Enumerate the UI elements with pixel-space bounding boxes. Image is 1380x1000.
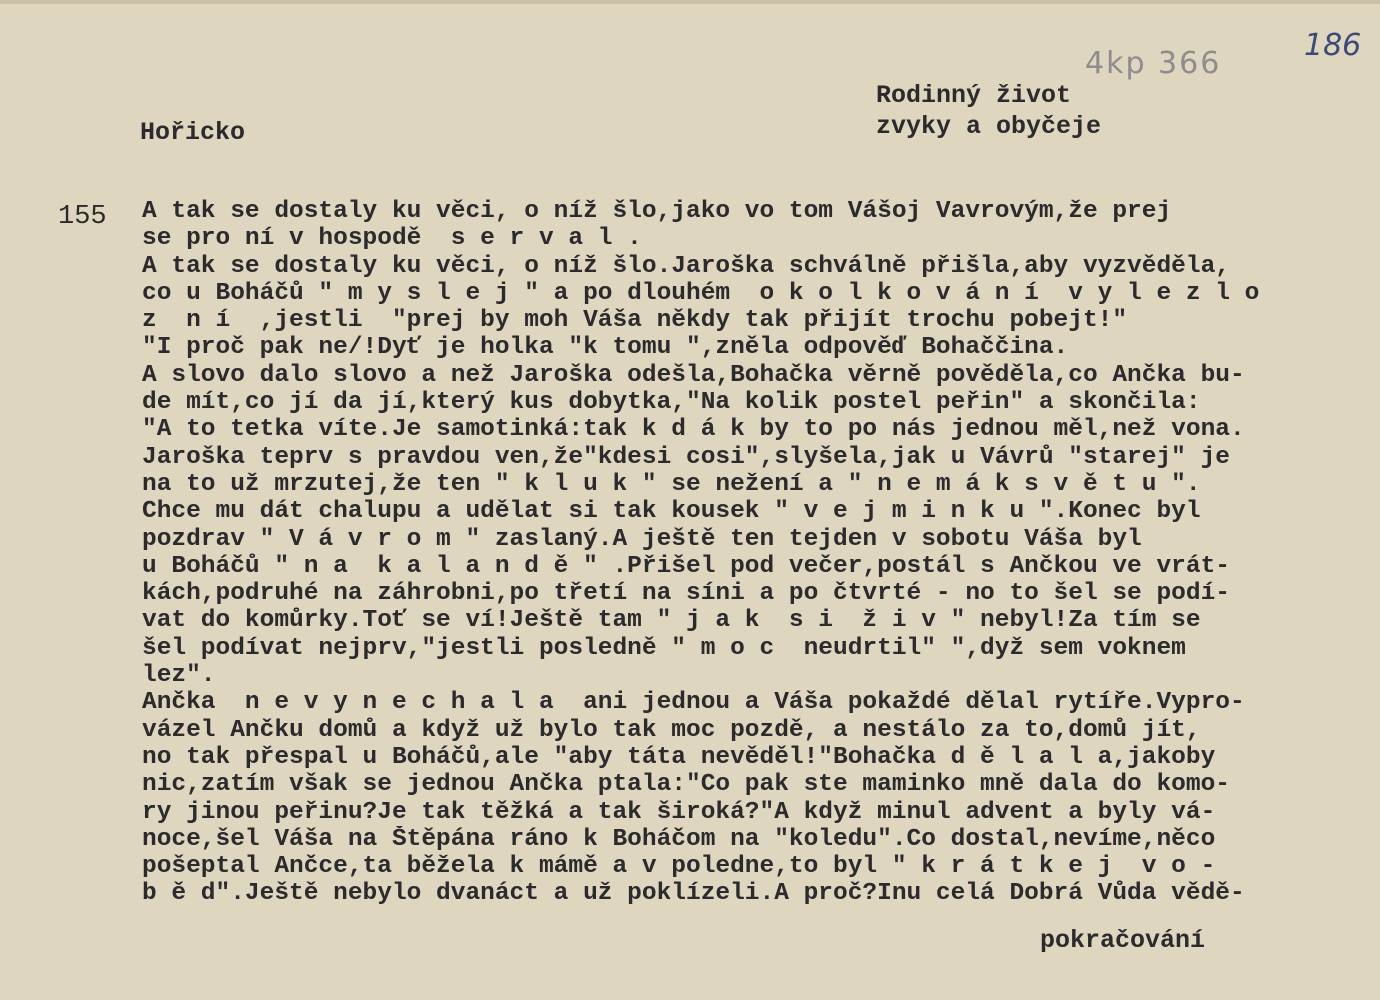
handwritten-page-number: 186 [1304, 28, 1362, 63]
text-line: lez". [142, 662, 216, 690]
topic-line-2: zvyky a obyčeje [876, 112, 1102, 141]
topic-heading [876, 80, 1101, 142]
region-label: Hořicko [140, 118, 246, 147]
text-line: co u Boháčů " m y s l e j " a po dlouhém o k o l k o v á n í v y l e z l o [142, 279, 1260, 307]
text-line: "I proč pak ne/!Dyť je holka "k tomu ",zněla odpověď Bohaččina. [142, 334, 1069, 362]
text-line: pozdrav " V á v r o m " zaslaný.A ještě ten tejden v sobotu Váša byl [142, 525, 1142, 553]
text-line: kách,podruhé na záhrobni,po třetí na síni a po čtvrté - no to šel se podí- [142, 580, 1230, 608]
text-line: "A to tetka víte.Je samotinká:tak k d á k by to po nás jednou měl,než vona. [142, 416, 1245, 444]
text-line: u Boháčů " n a k a l a n d ě " .Přišel pod večer,postál s Ančkou ve vrát- [142, 552, 1230, 580]
text-line: šel podívat nejprv,"jestli posledně " m o c neudrtil" ",dyž sem voknem [142, 634, 1186, 662]
continued-label: pokračování [1040, 926, 1206, 955]
text-line: z n í ,jestli "prej by moh Váša někdy tak přijít trochu pobejt!" [142, 307, 1128, 335]
text-line: de mít,co jí da jí,který kus dobytka,"Na kolik postel peřin" a skončila: [142, 389, 1201, 417]
text-line: na to už mrzutej,že ten " k l u k " se nežení a " n e m á k s v ě t u ". [142, 470, 1201, 498]
text-line: se pro ní v hospodě s e r v a l . [142, 225, 642, 253]
text-line: ry jinou peřinu?Je tak těžká a tak široká?"A když minul advent a byly vá- [142, 798, 1216, 826]
text-line: noce,šel Váša na Štěpána ráno k Boháčom na "koledu".Co dostal,nevíme,něco [142, 825, 1216, 853]
text-line: b ě d".Ještě nebylo dvanáct a už poklízeli.A proč?Inu celá Dobrá Vůda vědě- [142, 880, 1245, 908]
entry-text [142, 198, 1367, 908]
text-line: Ančka n e v y n e c h a l a ani jednou a Váša pokaždé dělal rytíře.Vypro- [142, 689, 1245, 717]
text-line: Jaroška teprv s pravdou ven,že"kdesi cosi",slyšela,jak u Vávrů "starej" je [142, 443, 1230, 471]
text-line: A tak se dostaly ku věci, o níž šlo,jako vo tom Vášoj Vavrovým,že prej [142, 198, 1172, 225]
entry-number: 155 [58, 202, 107, 232]
text-line: A tak se dostaly ku věci, o níž šlo.Jaroška schválně přišla,aby vyzvěděla, [142, 252, 1230, 280]
text-line: pošeptal Ančce,ta běžela k mámě a v poledne,to byl " k r á t k e j v o - [142, 853, 1216, 881]
topic-line-1: Rodinný život [876, 81, 1072, 110]
text-line: Chce mu dát chalupu a udělat si tak kousek " v e j m i n k u ".Konec byl [142, 498, 1201, 526]
text-line: A slovo dalo slovo a než Jaroška odešla,Bohačka věrně pověděla,co Ančka bu- [142, 361, 1245, 389]
text-line: nic,zatím však se jednou Ančka ptala:"Co pak ste maminko mně dala do komo- [142, 771, 1230, 799]
archive-stamp-number: 4kp 366 [1085, 46, 1222, 81]
text-line: no tak přespal u Boháčů,ale "aby táta nevěděl!"Bohačka d ě l a l a,jakoby [142, 743, 1216, 771]
text-line: vat do komůrky.Toť se ví!Ještě tam " j a k s i ž i v " nebyl!Za tím se [142, 607, 1201, 635]
text-line: vázel Ančku domů a když už bylo tak moc pozdě, a nestálo za to,domů jít, [142, 716, 1201, 744]
card-top-edge [0, 0, 1380, 4]
